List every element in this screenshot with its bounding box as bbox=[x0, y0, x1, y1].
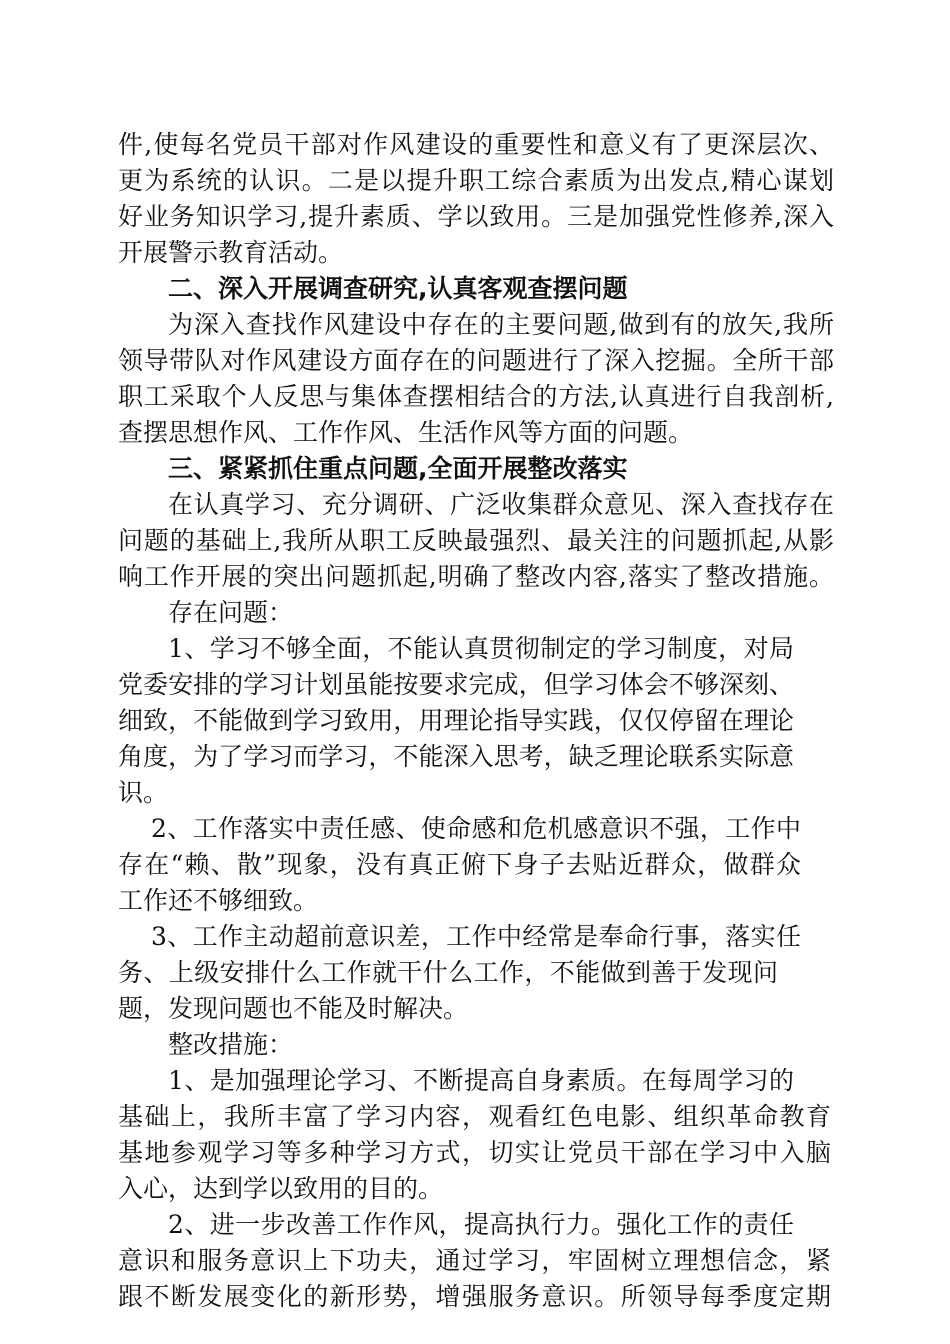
paragraph-line: 题，发现问题也不能及时解决。 bbox=[118, 994, 469, 1023]
paragraph-line: 领导带队对作风建设方面存在的问题进行了深入挖掘。全所干部 bbox=[118, 346, 834, 375]
paragraph-line: 为深入查找作风建设中存在的主要问题,做到有的放矢,我所 bbox=[168, 310, 834, 339]
paragraph-line: 跟不断发展变化的新形势，增强服务意识。所领导每季度定期 bbox=[118, 1282, 831, 1311]
paragraph-line: 工作还不够细致。 bbox=[118, 886, 319, 915]
paragraph-line: 识。 bbox=[118, 778, 169, 807]
paragraph-line: 存在“赖、散”现象，没有真正俯下身子去贴近群众，做群众 bbox=[118, 850, 801, 879]
paragraph-line: 件,使每名党员干部对作风建设的重要性和意义有了更深层次、 bbox=[118, 130, 834, 159]
paragraph-line: 问题的基础上,我所从职工反映最强烈、最关注的问题抓起,从影 bbox=[118, 526, 834, 555]
paragraph-line: 2、工作落实中责任感、使命感和危机感意识不强，工作中 bbox=[151, 814, 801, 843]
paragraph-line: 基础上，我所丰富了学习内容，观看红色电影、组织革命教育 bbox=[118, 1102, 831, 1131]
paragraph-line: 好业务知识学习,提升素质、学以致用。三是加强党性修养,深入 bbox=[118, 202, 834, 231]
paragraph-line: 2、进一步改善工作作风，提高执行力。强化工作的责任 bbox=[168, 1210, 794, 1239]
paragraph-line: 意识和服务意识上下功夫，通过学习，牢固树立理想信念，紧 bbox=[118, 1246, 831, 1275]
paragraph-line: 响工作开展的突出问题抓起,明确了整改内容,落实了整改措施。 bbox=[118, 562, 834, 591]
paragraph-line: 细致，不能做到学习致用，用理论指导实践，仅仅停留在理论 bbox=[118, 706, 794, 735]
paragraph-line: 开展警示教育活动。 bbox=[118, 238, 344, 267]
paragraph-line: 入心，达到学以致用的目的。 bbox=[118, 1174, 444, 1203]
paragraph-line: 更为系统的认识。二是以提升职工综合素质为出发点,精心谋划 bbox=[118, 166, 834, 195]
paragraph-line: 1、学习不够全面，不能认真贯彻制定的学习制度，对局 bbox=[168, 634, 794, 663]
paragraph-line: 在认真学习、充分调研、广泛收集群众意见、深入查找存在 bbox=[168, 490, 834, 519]
paragraph-line: 基地参观学习等多种学习方式，切实让党员干部在学习中入脑 bbox=[118, 1138, 831, 1167]
subheading-measures: 整改措施： bbox=[168, 1030, 294, 1059]
section-heading: 二、深入开展调查研究,认真客观查摆问题 bbox=[168, 274, 628, 303]
paragraph-line: 3、工作主动超前意识差，工作中经常是奉命行事，落实任 bbox=[151, 922, 801, 951]
paragraph-line: 1、是加强理论学习、不断提高自身素质。在每周学习的 bbox=[168, 1066, 794, 1095]
paragraph-line: 职工采取个人反思与集体查摆相结合的方法,认真进行自我剖析, bbox=[118, 382, 834, 411]
paragraph-line: 党委安排的学习计划虽能按要求完成，但学习体会不够深刻、 bbox=[118, 670, 794, 699]
paragraph-line: 角度，为了学习而学习，不能深入思考，缺乏理论联系实际意 bbox=[118, 742, 794, 771]
paragraph-line: 查摆思想作风、工作作风、生活作风等方面的问题。 bbox=[118, 418, 694, 447]
section-heading: 三、紧紧抓住重点问题,全面开展整改落实 bbox=[168, 454, 628, 483]
subheading-issues: 存在问题： bbox=[168, 598, 294, 627]
paragraph-line: 务、上级安排什么工作就干什么工作，不能做到善于发现问 bbox=[118, 958, 778, 987]
